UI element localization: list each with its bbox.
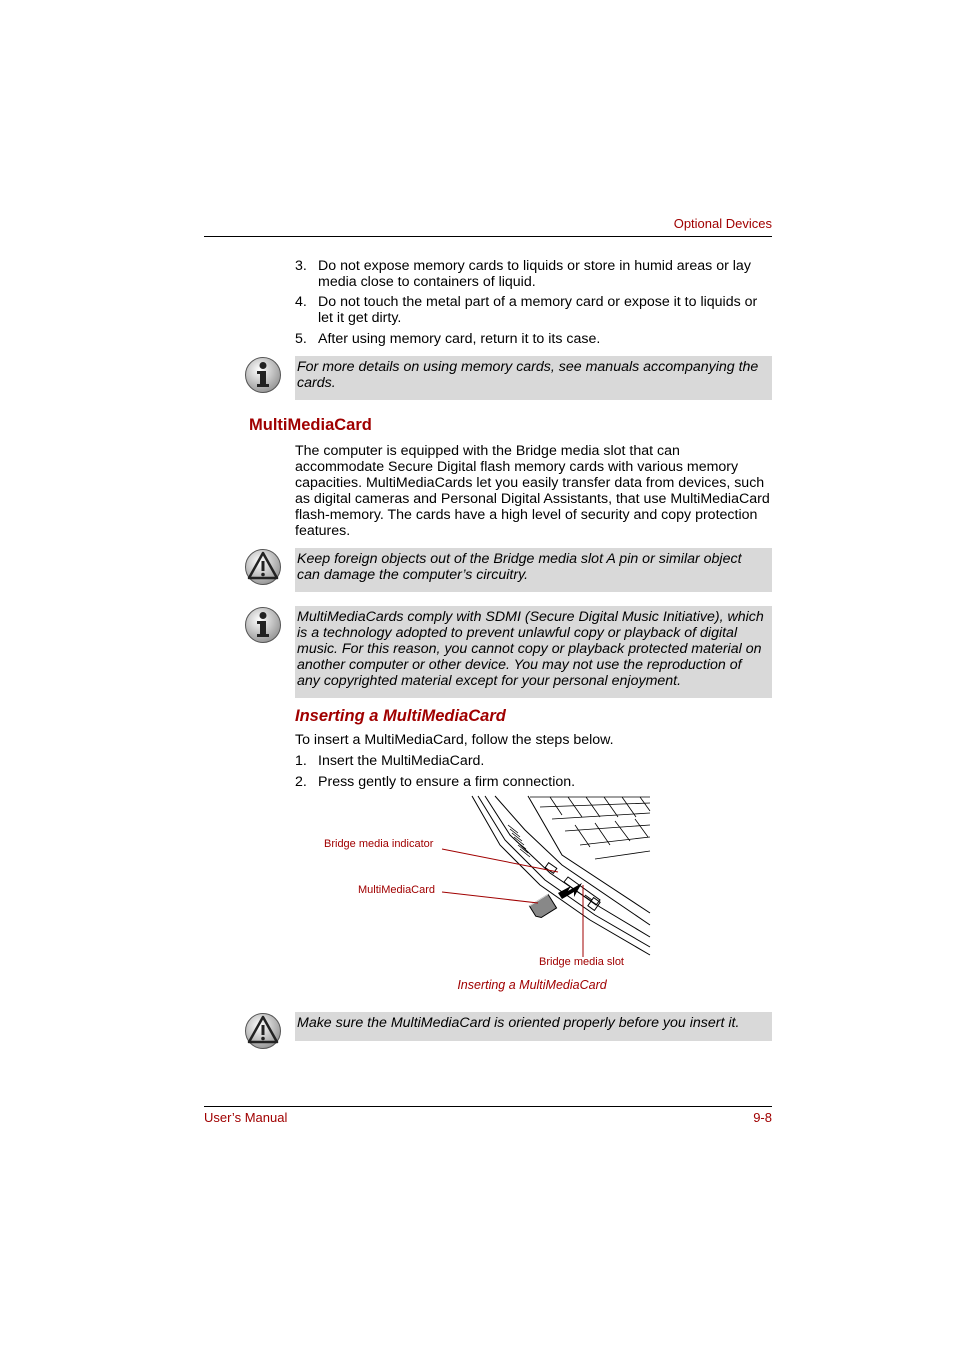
step-number: 4. [295,294,307,310]
warning-icon [244,1012,282,1050]
warning-icon [244,548,282,586]
subsection-heading: Inserting a MultiMediaCard [295,707,506,725]
figure-label-card: MultiMediaCard [358,884,436,896]
subsection-intro: To insert a MultiMediaCard, follow the steps below. [295,732,614,748]
warning-box: Keep foreign objects out of the Bridge media slot A pin or similar object can damage the computer’s circuitry. [295,548,772,592]
figure-label-slot: Bridge media slot [539,956,624,968]
step-number: 5. [295,331,307,347]
page-number: 9-8 [753,1110,772,1125]
note-box: MultiMediaCards comply with SDMI (Secure Digital Music Initiative), which is a technology adopted to prevent unlawful copy or playback of digital music. For this reason, you cannot copy or playback protected material on another computer or other device. You may not use the reproduction of any copyrighted material except for your personal enjoyment. [295,606,772,698]
footer-rule [204,1106,772,1107]
step-number: 1. [295,753,307,769]
step-text: Do not touch the metal part of a memory card or expose it to liquids or let it get dirty. [318,294,758,326]
leader-lines [440,845,590,960]
step-number: 2. [295,774,307,790]
note-box: For more details on using memory cards, see manuals accompanying the cards. [295,356,772,400]
step-text: Do not expose memory cards to liquids or store in humid areas or lay media close to containers of liquid. [318,258,751,290]
list-item [295,774,775,790]
info-icon [244,606,282,644]
list-item [295,331,775,347]
list-item [295,294,775,326]
figure-label-indicator: Bridge media indicator [324,838,434,850]
step-text: Insert the MultiMediaCard. [318,753,485,769]
footer-manual-title: User’s Manual [204,1110,288,1125]
step-text: After using memory card, return it to its case. [318,331,601,347]
list-item [295,258,775,290]
info-icon [244,356,282,394]
list-item [295,753,775,769]
header-rule [204,236,772,237]
section-heading: MultiMediaCard [249,416,372,434]
figure-caption: Inserting a MultiMediaCard [457,978,607,992]
running-header: Optional Devices [673,216,772,231]
section-body: The computer is equipped with the Bridge media slot that can accommodate Secure Digital flash memory cards with various memory capacities. MultiMediaCards let you easily transfer data from devices, such as digital cameras and Personal Digital Assistants, that use MultiMediaCard flash-memory. The cards have a high level of security and copy protection features. [295,443,770,539]
step-number: 3. [295,258,307,274]
warning-box: Make sure the MultiMediaCard is oriented properly before you insert it. [295,1012,772,1041]
step-text: Press gently to ensure a firm connection. [318,774,576,790]
